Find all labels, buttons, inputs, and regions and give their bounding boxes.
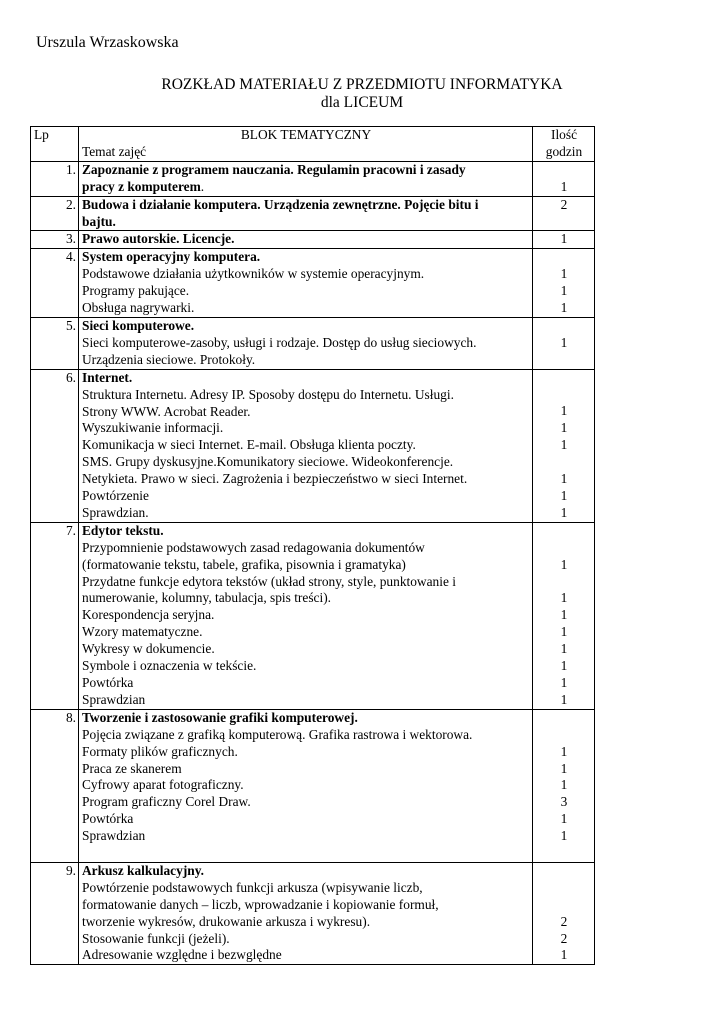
topic-line bbox=[82, 574, 530, 591]
syllabus-table bbox=[30, 126, 595, 965]
hours-value: 2 bbox=[560, 930, 568, 946]
topic-text: Sieci komputerowe-zasoby, usługi i rodzaje. Dostęp do usług sieciowych. bbox=[82, 334, 477, 350]
topic-text: Budowa i działanie komputera. Urządzenia zewnętrzne. Pojęcie bitu i bbox=[82, 196, 479, 212]
hours-value bbox=[536, 454, 592, 471]
hours-value bbox=[536, 897, 592, 914]
row-hours-cell bbox=[533, 522, 595, 709]
topic-text: Podstawowe działania użytkowników w systemie operacyjnym. bbox=[82, 266, 425, 282]
row-number: 3. bbox=[31, 231, 79, 249]
topic-line bbox=[82, 387, 530, 404]
hours-value: 1 bbox=[560, 624, 568, 640]
hours-value: 1 bbox=[560, 300, 568, 316]
hours-value bbox=[536, 352, 592, 369]
topic-line bbox=[82, 300, 530, 317]
row-topic-cell bbox=[79, 522, 533, 709]
topic-line bbox=[82, 777, 530, 794]
topic-suffix: . bbox=[200, 178, 205, 194]
row-hours-cell bbox=[533, 231, 595, 249]
topic-text: Powtórka bbox=[82, 811, 134, 827]
table-row bbox=[31, 231, 595, 249]
topic-line bbox=[82, 692, 530, 709]
topic-line bbox=[82, 283, 530, 300]
topic-line bbox=[82, 641, 530, 658]
hours-value: 1 bbox=[560, 487, 568, 503]
topic-line bbox=[82, 607, 530, 624]
topic-text: Sprawdzian bbox=[82, 828, 146, 844]
topic-text: Cyfrowy aparat fotograficzny. bbox=[82, 777, 244, 793]
topic-line bbox=[82, 420, 530, 437]
hours-value: 3 bbox=[560, 794, 568, 810]
row-topic-cell bbox=[79, 317, 533, 369]
topic-text: System operacyjny komputera. bbox=[82, 249, 261, 265]
table-row bbox=[31, 317, 595, 369]
topic-line bbox=[82, 744, 530, 761]
hours-value: 1 bbox=[560, 811, 568, 827]
hours-value bbox=[536, 540, 592, 557]
section-heading bbox=[82, 179, 530, 196]
document-subtitle: dla LICEUM bbox=[320, 94, 404, 111]
topic-text: Powtórzenie bbox=[82, 488, 149, 504]
hours-value bbox=[536, 523, 592, 540]
topic-line bbox=[82, 658, 530, 675]
document-title: ROZKŁAD MATERIAŁU Z PRZEDMIOTU INFORMATYKA bbox=[161, 76, 563, 93]
section-heading bbox=[82, 863, 530, 880]
header-hours-line1: Ilość bbox=[550, 127, 578, 142]
hours-value bbox=[536, 710, 592, 727]
hours-value bbox=[536, 574, 592, 591]
topic-line bbox=[82, 590, 530, 607]
table-row bbox=[31, 161, 595, 196]
topic-text: bajtu. bbox=[82, 213, 116, 229]
topic-line bbox=[82, 897, 530, 914]
section-heading bbox=[82, 197, 530, 214]
section-heading bbox=[82, 523, 530, 540]
topic-text: SMS. Grupy dyskusyjne.Komunikatory sieciowe. Wideokonferencje. bbox=[82, 454, 454, 470]
hours-value bbox=[536, 387, 592, 404]
hours-value: 1 bbox=[560, 266, 568, 282]
row-hours-cell bbox=[533, 709, 595, 862]
topic-line bbox=[82, 404, 530, 421]
topic-text: numerowanie, kolumny, tabulacja, spis treści). bbox=[82, 590, 332, 606]
hours-value: 1 bbox=[560, 641, 568, 657]
table-row bbox=[31, 709, 595, 862]
row-hours-cell bbox=[533, 196, 595, 231]
table-row bbox=[31, 522, 595, 709]
hours-value: 1 bbox=[560, 607, 568, 623]
row-hours-cell bbox=[533, 249, 595, 318]
author-name: Urszula Wrzaskowska bbox=[36, 34, 179, 51]
header-block-cell bbox=[79, 127, 533, 162]
topic-text: pracy z komputerem bbox=[82, 178, 201, 194]
hours-value: 1 bbox=[560, 777, 568, 793]
row-hours-cell bbox=[533, 161, 595, 196]
topic-line bbox=[82, 471, 530, 488]
topic-text: Sieci komputerowe. bbox=[82, 317, 195, 333]
section-heading bbox=[82, 249, 530, 266]
topic-text: Obsługa nagrywarki. bbox=[82, 300, 195, 316]
row-number: 6. bbox=[31, 369, 79, 522]
row-topic-cell bbox=[79, 369, 533, 522]
hours-value: 1 bbox=[560, 504, 568, 520]
topic-text: Netykieta. Prawo w sieci. Zagrożenia i bezpieczeństwo w sieci Internet. bbox=[82, 471, 468, 487]
header-block: BLOK TEMATYCZNY bbox=[240, 127, 372, 142]
hours-value: 1 bbox=[560, 403, 568, 419]
topic-line bbox=[82, 761, 530, 778]
topic-line bbox=[82, 505, 530, 522]
section-heading bbox=[82, 370, 530, 387]
topic-text: Sprawdzian. bbox=[82, 504, 149, 520]
topic-line bbox=[82, 727, 530, 744]
row-hours-cell bbox=[533, 317, 595, 369]
topic-line bbox=[82, 335, 530, 352]
topic-text: Wyszukiwanie informacji. bbox=[82, 420, 224, 436]
topic-text: Adresowanie względne i bezwględne bbox=[82, 947, 282, 963]
topic-text: Urządzenia sieciowe. Protokoły. bbox=[82, 351, 256, 367]
topic-text: Praca ze skanerem bbox=[82, 760, 182, 776]
topic-text: Symbole i oznaczenia w tekście. bbox=[82, 658, 257, 674]
topic-text: Edytor tekstu. bbox=[82, 522, 164, 538]
topic-line bbox=[82, 454, 530, 471]
hours-value bbox=[536, 370, 592, 387]
hours-value: 2 bbox=[560, 913, 568, 929]
hours-value bbox=[536, 845, 592, 862]
hours-value: 2 bbox=[560, 196, 568, 212]
topic-text: Programy pakujące. bbox=[82, 283, 190, 299]
topic-line bbox=[82, 880, 530, 897]
header-topic: Temat zajęć bbox=[82, 143, 147, 159]
topic-line bbox=[82, 914, 530, 931]
hours-value: 1 bbox=[560, 590, 568, 606]
topic-text: Strony WWW. Acrobat Reader. bbox=[82, 403, 251, 419]
topic-text: Tworzenie i zastosowanie grafiki komputerowej. bbox=[82, 709, 358, 725]
table-header-row bbox=[31, 127, 595, 162]
topic-text: Formaty plików graficznych. bbox=[82, 743, 238, 759]
topic-text: Korespondencja seryjna. bbox=[82, 607, 215, 623]
hours-value: 1 bbox=[560, 178, 568, 194]
hours-value bbox=[536, 318, 592, 335]
topic-text: (formatowanie tekstu, tabele, grafika, pisownia i gramatyka) bbox=[82, 556, 406, 572]
section-heading bbox=[82, 162, 530, 179]
row-topic-cell bbox=[79, 231, 533, 249]
topic-text: Program graficzny Corel Draw. bbox=[82, 794, 251, 810]
topic-text: Powtórka bbox=[82, 675, 134, 690]
row-number: 7. bbox=[31, 522, 79, 709]
row-number: 8. bbox=[31, 709, 79, 862]
row-number: 2. bbox=[31, 196, 79, 231]
topic-line bbox=[82, 828, 530, 845]
hours-value: 1 bbox=[560, 556, 568, 572]
topic-line bbox=[82, 540, 530, 557]
hours-value: 1 bbox=[560, 658, 568, 674]
topic-text: Powtórzenie podstawowych funkcji arkusza (wpisywanie liczb, bbox=[82, 879, 423, 895]
table-row bbox=[31, 369, 595, 522]
table-row bbox=[31, 196, 595, 231]
topic-text: Prawo autorskie. Licencje. bbox=[82, 231, 235, 247]
hours-value: 1 bbox=[560, 283, 568, 299]
section-heading bbox=[82, 710, 530, 727]
topic-line bbox=[82, 845, 530, 862]
row-topic-cell bbox=[79, 161, 533, 196]
section-heading bbox=[82, 214, 530, 231]
topic-line bbox=[82, 947, 530, 964]
topic-text: Komunikacja w sieci Internet. E-mail. Obsługa klienta poczty. bbox=[82, 437, 416, 453]
hours-value: 1 bbox=[560, 231, 568, 247]
topic-line bbox=[82, 675, 530, 692]
hours-value bbox=[536, 880, 592, 897]
topic-line bbox=[82, 352, 530, 369]
topic-text: Pojęcia związane z grafiką komputerową. Grafika rastrowa i wektorowa. bbox=[82, 726, 473, 742]
hours-value: 1 bbox=[560, 828, 568, 844]
topic-line bbox=[82, 488, 530, 505]
section-heading bbox=[82, 318, 530, 335]
topic-line bbox=[82, 624, 530, 641]
hours-value: 1 bbox=[560, 743, 568, 759]
header-lp: Lp bbox=[31, 127, 79, 162]
hours-value: 1 bbox=[560, 437, 568, 453]
hours-value bbox=[536, 214, 592, 231]
topic-text: Struktura Internetu. Adresy IP. Sposoby dostępu do Internetu. Usługi. bbox=[82, 386, 454, 402]
topic-text: Przypomnienie podstawowych zasad redagowania dokumentów bbox=[82, 539, 425, 555]
topic-text: Sprawdzian bbox=[82, 691, 146, 707]
topic-text: Wykresy w dokumencie. bbox=[82, 641, 215, 657]
hours-value bbox=[536, 162, 592, 179]
hours-value: 1 bbox=[560, 674, 568, 690]
row-number: 4. bbox=[31, 249, 79, 318]
topic-text: formatowanie danych – liczb, wprowadzanie i kopiowanie formuł, bbox=[82, 896, 439, 912]
topic-text: Przydatne funkcje edytora tekstów (układ strony, style, punktowanie i bbox=[82, 573, 456, 589]
hours-value: 1 bbox=[560, 947, 568, 963]
row-topic-cell bbox=[79, 249, 533, 318]
topic-line bbox=[82, 266, 530, 283]
row-hours-cell bbox=[533, 862, 595, 964]
row-topic-cell bbox=[79, 709, 533, 862]
topic-line bbox=[82, 557, 530, 574]
topic-line bbox=[82, 794, 530, 811]
hours-value bbox=[536, 863, 592, 880]
topic-text: Arkusz kalkulacyjny. bbox=[82, 862, 205, 878]
hours-value bbox=[536, 727, 592, 744]
topic-line bbox=[82, 437, 530, 454]
topic-text: Internet. bbox=[82, 369, 133, 385]
header-hours-cell bbox=[533, 127, 595, 162]
topic-line bbox=[82, 811, 530, 828]
row-topic-cell bbox=[79, 196, 533, 231]
topic-text: Wzory matematyczne. bbox=[82, 624, 203, 640]
row-hours-cell bbox=[533, 369, 595, 522]
section-heading bbox=[82, 231, 530, 248]
header-hours-line2: godzin bbox=[545, 143, 583, 159]
row-number: 1. bbox=[31, 161, 79, 196]
topic-text: Zapoznanie z programem nauczania. Regulamin pracowni i zasady bbox=[82, 161, 466, 177]
hours-value: 1 bbox=[560, 691, 568, 707]
row-topic-cell bbox=[79, 862, 533, 964]
hours-value: 1 bbox=[560, 420, 568, 436]
topic-line bbox=[82, 931, 530, 948]
table-row bbox=[31, 862, 595, 964]
topic-text: Stosowanie funkcji (jeżeli). bbox=[82, 930, 230, 946]
hours-value: 1 bbox=[560, 334, 568, 350]
table-row bbox=[31, 249, 595, 318]
hours-value: 1 bbox=[560, 471, 568, 487]
hours-value: 1 bbox=[560, 760, 568, 776]
row-number: 5. bbox=[31, 317, 79, 369]
hours-value bbox=[536, 249, 592, 266]
row-number: 9. bbox=[31, 862, 79, 964]
topic-text: tworzenie wykresów, drukowanie arkusza i wykresu). bbox=[82, 913, 371, 929]
